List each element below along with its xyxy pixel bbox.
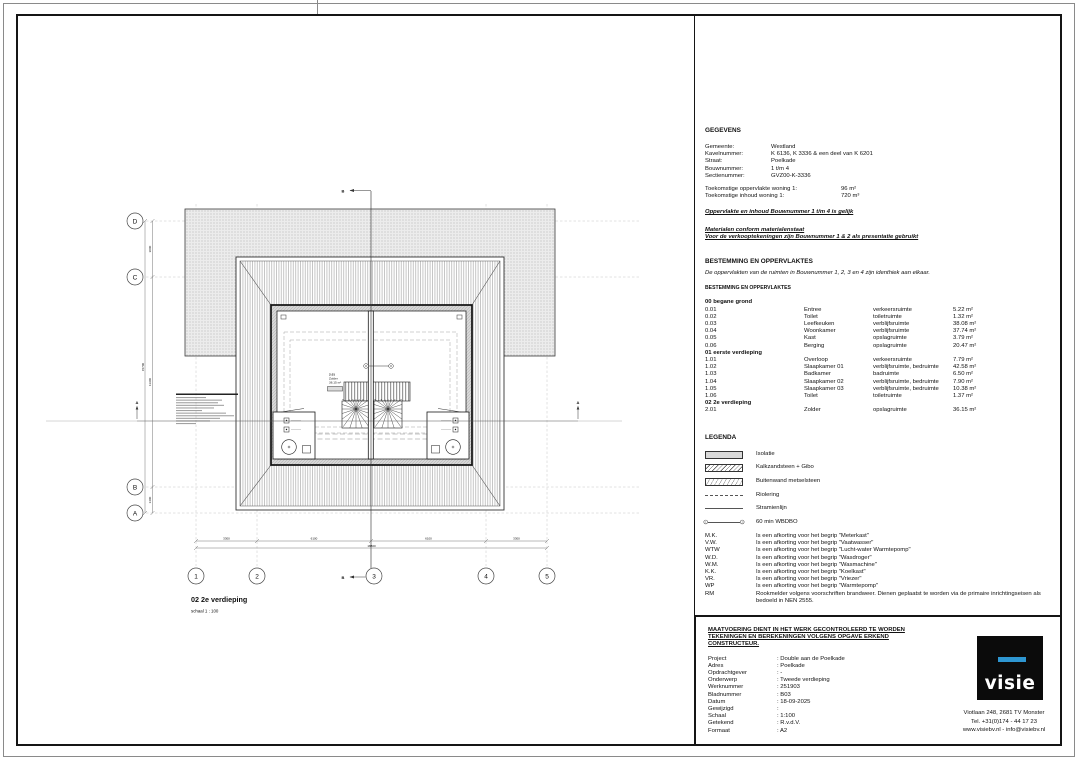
row-value: K 6136, K 3336 & een deel van K 6201	[771, 151, 873, 158]
room-use: verkeersruimte	[873, 357, 912, 364]
room-name: Entree	[804, 306, 822, 313]
abbreviation-description: Is een afkorting voor het begrip "Lucht-water Warmtepomp"	[756, 547, 911, 554]
abbreviation-row	[705, 555, 1060, 562]
row-value: GVZ00-K-3336	[771, 172, 811, 179]
grid-bubbles-bottom	[188, 568, 555, 584]
room-code: 0.05	[705, 335, 717, 342]
logo-accent-bar	[998, 657, 1026, 662]
legend-label: Isolatie	[756, 450, 775, 457]
row-value: Westland	[771, 144, 796, 150]
room-name: Kast	[804, 335, 816, 342]
area-table-row	[705, 335, 1057, 342]
annotation-note-block	[176, 394, 238, 425]
legend-label: Kalkzandsteen + Gibo	[756, 464, 814, 471]
room-use: toiletruimte	[873, 313, 902, 320]
bestemming-title: BESTEMMING EN OPPERVLAKTES	[705, 258, 813, 265]
room-area	[953, 350, 1057, 357]
title-block	[694, 615, 1062, 746]
key-value-row	[705, 193, 1057, 200]
field-label: Onderwerp	[708, 677, 738, 684]
abbreviation-row	[705, 540, 1060, 547]
room-code: 01 eerste verdieping	[705, 349, 762, 356]
row-label: Toekomstige inhoud woning 1:	[705, 193, 785, 200]
row-value: Poelkade	[771, 158, 796, 165]
abbreviation-code: RM	[705, 590, 715, 597]
grid-bubble-c: C	[132, 274, 138, 282]
legend-swatch-icon	[705, 451, 743, 459]
abbreviations-section	[705, 533, 1060, 605]
svg-text:6100: 6100	[310, 536, 318, 541]
titleblock-fields	[708, 656, 958, 735]
svg-text:3000: 3000	[148, 245, 153, 253]
area-table-row	[705, 357, 1057, 364]
area-table-row	[705, 407, 1057, 414]
room-name: Badkamer	[804, 371, 831, 378]
installation-closet-left	[273, 409, 315, 460]
titleblock-field	[708, 677, 958, 684]
room-area: 36.15 m²	[953, 407, 977, 414]
section-a-marker-right: A	[576, 400, 580, 405]
abbreviation-row	[705, 576, 1060, 583]
key-value-row	[705, 173, 1057, 180]
area-table-row	[705, 328, 1057, 335]
room-name: Slaapkamer 01	[804, 364, 844, 371]
field-label: Bladnummer	[708, 691, 742, 698]
room-code: 0.01	[705, 306, 717, 313]
room-area: 6.50 m²	[953, 371, 973, 378]
titleblock-field	[708, 728, 958, 735]
abbreviation-description: Is een afkorting voor het begrip "Vaatwasser"	[756, 540, 874, 547]
grid-bubble-d: D	[132, 218, 138, 226]
area-table-row	[705, 379, 1057, 386]
legend-label: 60 min WBDBO	[756, 518, 798, 525]
grid-bubble-4: 4	[484, 573, 488, 581]
svg-text:1400: 1400	[148, 496, 153, 504]
abbreviation-row	[705, 591, 1060, 605]
abbreviation-description: Is een afkorting voor het begrip "Meterkast"	[756, 533, 869, 539]
field-label: Project	[708, 655, 727, 662]
field-label: Datum	[708, 698, 726, 705]
area-table-row	[705, 400, 1057, 407]
row-label: Sectienummer:	[705, 172, 745, 179]
abbreviation-code: VR.	[705, 576, 715, 583]
field-value: : Double aan de Poelkade	[777, 655, 845, 662]
room-name: Woonkamer	[804, 328, 836, 335]
titleblock-field	[708, 720, 958, 727]
section-a-marker-left: A	[135, 400, 139, 405]
titleblock-field	[708, 706, 958, 713]
abbreviation-row	[705, 533, 1060, 540]
legend-item	[705, 504, 1057, 513]
svg-text:3300: 3300	[223, 536, 230, 541]
room-use: opslagruimte	[873, 342, 907, 349]
room-area: 10.38 m²	[953, 385, 977, 392]
key-value-row	[705, 144, 1057, 151]
room-area: 5.22 m²	[953, 306, 973, 313]
row-label: Bouwnummer:	[705, 165, 743, 172]
field-value: : Tweede verdieping	[777, 677, 830, 684]
room-area: 1.32 m²	[953, 313, 973, 320]
room-name	[804, 350, 873, 357]
row-label: Gemeente:	[705, 144, 735, 150]
wall-niche-left	[281, 315, 286, 319]
field-label: Werknummer	[708, 684, 744, 691]
abbreviation-code: WP	[705, 583, 715, 590]
room-use: verblijfsruimte, bedruimte	[873, 364, 939, 371]
legend-section	[705, 434, 1057, 532]
grid-bubble-2: 2	[255, 573, 259, 581]
abbreviation-description: Is een afkorting voor het begrip "Wasmachine"	[756, 561, 877, 568]
titleblock-field	[708, 663, 958, 670]
field-label: Formaat	[708, 727, 730, 734]
area-table-row	[705, 299, 1057, 306]
area-table-row	[705, 307, 1057, 314]
svg-text:3300: 3300	[513, 536, 520, 541]
key-value-row	[705, 166, 1057, 173]
field-value: : 1:100	[777, 713, 796, 720]
legend-label: Riolering	[756, 491, 780, 498]
key-value-row	[705, 151, 1057, 158]
room-area	[953, 400, 1057, 407]
room-area: 38.08 m²	[953, 321, 977, 328]
room-area: 7.79 m²	[953, 357, 973, 364]
area-table-row	[705, 393, 1057, 400]
room-code: 0.03	[705, 321, 717, 328]
field-value: : A2	[777, 727, 788, 734]
grid-bubble-5: 5	[545, 573, 549, 581]
abbreviation-code: K.K.	[705, 569, 717, 576]
field-label: Getekend	[708, 720, 734, 727]
legend-item	[705, 477, 1057, 486]
note-equal: Oppervlakte en inhoud Bouwnummer 1 t/m 4 is gelijk	[705, 209, 854, 216]
legend-items	[705, 450, 1057, 527]
room-name: Slaapkamer 02	[804, 378, 844, 385]
field-value: : 251903	[777, 684, 800, 691]
row-value: 720 m³	[841, 193, 860, 200]
field-value: : R.v.d.V.	[777, 720, 801, 727]
logo-wordmark: visie	[984, 673, 1036, 694]
plan-scale: schaal 1 : 100	[191, 608, 219, 614]
room-use: verblijfsruimte	[873, 321, 910, 328]
legend-item	[705, 450, 1057, 459]
gegevens-area-rows	[705, 186, 1057, 200]
room-use: toiletruimte	[873, 393, 902, 400]
field-label: Adres	[708, 662, 724, 669]
legend-swatch-icon	[705, 522, 743, 523]
grid-bubble-b: B	[132, 484, 138, 492]
titleblock-field	[708, 692, 958, 699]
room-name: Zolder	[329, 376, 338, 381]
row-value: 1 t/m 4	[771, 165, 790, 172]
room-area: 36.15 m²	[329, 380, 342, 385]
room-code: 0.06	[705, 342, 717, 349]
room-area: 1.37 m²	[953, 393, 973, 400]
legend-swatch-icon	[705, 464, 743, 472]
abbreviation-description: Is een afkorting voor het begrip "Vriezer"	[756, 576, 862, 583]
legend-swatch-icon	[705, 508, 743, 509]
legend-label: Buitenwand metselsteen	[756, 478, 821, 485]
gegevens-rows	[705, 144, 1057, 180]
area-table	[705, 299, 1057, 414]
room-use	[873, 400, 953, 407]
abbreviation-description: Rookmelder volgens voorschriften brandweer. Dienen geplaatst te worden via de primaire inrichtingseisen als bedoeld in NEN 2555.	[756, 590, 1041, 604]
plan-title: 02 2e verdieping	[191, 595, 248, 604]
room-use	[873, 350, 953, 357]
titleblock-field	[708, 713, 958, 720]
visie-logo	[977, 636, 1043, 700]
legend-swatch-icon	[705, 478, 743, 486]
gegevens-section	[705, 127, 1057, 241]
area-table-row	[705, 364, 1057, 371]
legend-swatch-icon	[705, 495, 743, 496]
field-value: : B03	[777, 691, 791, 698]
section-b-marker-top: B	[341, 188, 345, 194]
abbreviation-code: M.K.	[705, 533, 718, 539]
room-code: 1.06	[705, 393, 717, 400]
bottom-dimension-values	[223, 537, 520, 548]
room-use: opslagruimte	[873, 407, 907, 414]
row-label: Toekomstige oppervlakte woning 1:	[705, 186, 798, 193]
legend-item	[705, 518, 1057, 527]
abbreviation-row	[705, 562, 1060, 569]
legend-title: LEGENDA	[705, 434, 737, 441]
field-label: Gewijzigd	[708, 706, 734, 713]
room-code: 1.01	[705, 357, 717, 364]
room-use	[873, 299, 953, 306]
room-name	[804, 299, 873, 306]
room-area: 7.90 m²	[953, 378, 973, 385]
room-name: Toilet	[804, 393, 818, 400]
field-value: : 18-09-2025	[777, 698, 811, 705]
bestemming-table-title: BESTEMMING EN OPPERVLAKTES	[705, 285, 791, 292]
titleblock-field	[708, 670, 958, 677]
abbreviation-code: V.W.	[705, 540, 717, 547]
legend-item	[705, 491, 1057, 500]
room-area: 37.74 m²	[953, 328, 977, 335]
field-value: : Poelkade	[777, 662, 805, 669]
row-label: Kavelnummer:	[705, 151, 743, 158]
room-name: Leefkeuken	[804, 321, 835, 328]
room-code: 1.04	[705, 378, 717, 385]
area-table-row	[705, 314, 1057, 321]
titleblock-field	[708, 684, 958, 691]
room-use: opslagruimte	[873, 335, 907, 342]
note-materials: Materialen conform materialenstaat Voor de verkooptekeningen zijn Bouwnummer 1 & 2 als presentatie gebruikt	[705, 226, 919, 240]
row-label: Straat:	[705, 158, 723, 165]
area-table-row	[705, 386, 1057, 393]
key-value-row	[705, 186, 1057, 193]
row-value: 96 m²	[841, 186, 857, 193]
room-code: 1.05	[705, 385, 717, 392]
titleblock-field	[708, 699, 958, 706]
room-use: verblijfsruimte, bedruimte	[873, 378, 939, 385]
gegevens-title: GEGEVENS	[705, 127, 741, 134]
area-table-row	[705, 321, 1057, 328]
abbreviation-code: WTW	[705, 547, 720, 554]
abbreviation-description: Is een afkorting voor het begrip "Warmtepomp"	[756, 583, 879, 590]
abbreviation-code: W.D.	[705, 554, 718, 561]
room-code: 2.01	[705, 407, 717, 414]
legend-item	[705, 464, 1057, 473]
room-area: 3.79 m²	[953, 335, 973, 342]
grid-bubble-3: 3	[372, 573, 376, 581]
field-label: Opdrachtgever	[708, 670, 747, 677]
left-dimension-values	[141, 245, 152, 503]
room-name	[804, 400, 873, 407]
field-label: Schaal	[708, 713, 727, 720]
svg-text:11300: 11300	[148, 377, 153, 387]
titleblock-field	[708, 656, 958, 663]
room-code: 00 begane grond	[705, 299, 753, 306]
room-code: 1.03	[705, 371, 717, 378]
room-code: 2.01	[329, 372, 336, 377]
svg-text:18800: 18800	[367, 543, 376, 548]
abbreviation-description: Is een afkorting voor het begrip "Wasdroger"	[756, 554, 872, 561]
legend-label: Stramienlijn	[756, 505, 787, 512]
room-use: verblijfsruimte, bedruimte	[873, 385, 939, 392]
area-table-row	[705, 343, 1057, 350]
abbreviation-row	[705, 569, 1060, 576]
room-name: Slaapkamer 03	[804, 385, 844, 392]
titleblock-warning: MAATVOERING DIENT IN HET WERK GECONTROLEERD TE WORDEN TEKENINGEN EN BEREKENINGEN VOLGENS OPGAVE ERKEND CONSTRUCTEUR.	[708, 627, 905, 648]
room-use: verblijfsruimte	[873, 328, 910, 335]
abbreviation-row	[705, 583, 1060, 590]
area-table-row	[705, 371, 1057, 378]
abbreviation-code: W.M.	[705, 561, 719, 568]
room-use: badruimte	[873, 371, 900, 378]
abbreviation-description: Is een afkorting voor het begrip "Koelkast"	[756, 569, 866, 576]
area-table-row	[705, 350, 1057, 357]
svg-text:15700: 15700	[140, 362, 145, 372]
grid-bubble-a: A	[132, 510, 138, 518]
grid-bubble-1: 1	[194, 573, 198, 581]
key-value-row	[705, 158, 1057, 165]
wall-niche-right	[457, 315, 462, 319]
abbreviation-row	[705, 547, 1060, 554]
room-code: 02 2e verdieping	[705, 400, 752, 407]
field-value: : -	[777, 670, 783, 677]
room-name: Zolder	[804, 407, 821, 414]
room-code: 0.04	[705, 328, 717, 335]
room-name: Overloop	[804, 357, 828, 364]
svg-text:6100: 6100	[425, 536, 432, 541]
room-code: 1.02	[705, 364, 717, 371]
room-area: 42.58 m²	[953, 364, 977, 371]
company-address: Viotlaan 248, 2681 TV Monster Tel. +31(0)174 - 44 17 23 www.visiebv.nl - info@visiebv.nl	[962, 710, 1046, 734]
installation-closet-right	[427, 409, 469, 460]
bestemming-section	[705, 258, 1057, 415]
bestemming-intro: De oppervlakten van de ruimten in Bouwnummer 1, 2, 3 en 4 zijn identhiek aan elkaar.	[705, 270, 931, 276]
room-code: 0.02	[705, 313, 717, 320]
room-name: Toilet	[804, 313, 818, 320]
room-name: Berging	[804, 342, 825, 349]
section-b-marker-bottom: B	[341, 575, 345, 580]
room-area: 20.47 m²	[953, 342, 977, 349]
room-area	[953, 299, 1057, 306]
room-use: verkeersruimte	[873, 306, 912, 313]
field-value: :	[777, 706, 779, 713]
